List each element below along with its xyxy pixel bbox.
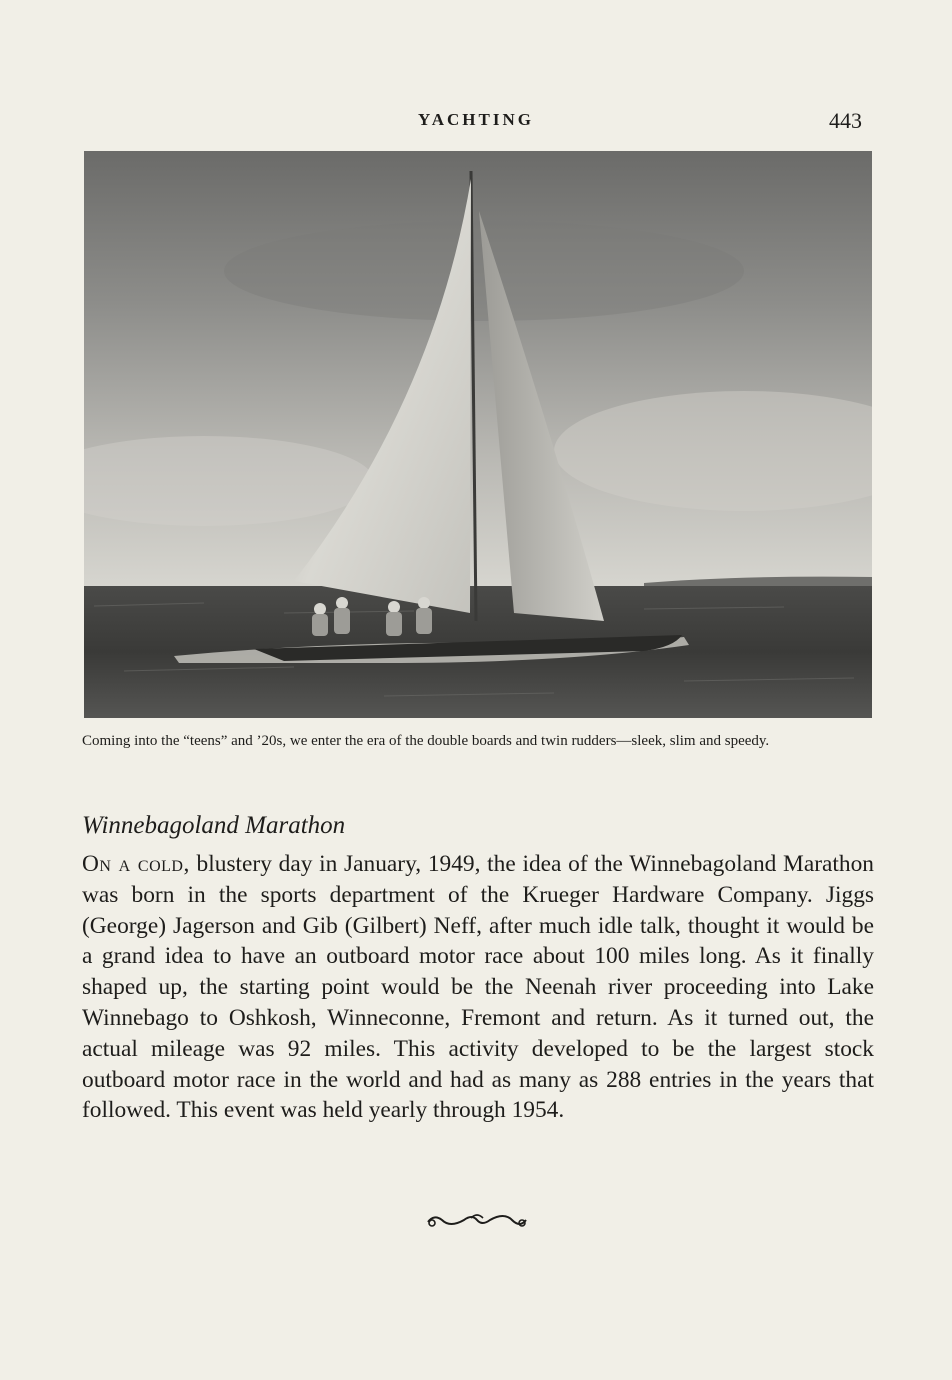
scroll-ornament-icon (424, 1208, 530, 1232)
section-title: Winnebagoland Marathon (82, 812, 346, 839)
article-body (82, 849, 874, 1126)
page-number: 443 (829, 108, 862, 133)
figure-caption: Coming into the “teens” and ’20s, we enter the era of the double boards and twin rudders—sleek, slim and speedy. (82, 733, 770, 749)
article-paragraph: blustery day in January, 1949, the idea of the Winnebagoland Marathon was born in the sports department of the Krueger Hardware Company. Jiggs (George) Jagerson and Gib (Gilbert) Neff, after much idle talk, thought it would be a grand idea to have an outboard motor race about 100 miles long. As it finally shaped up, the starting point would be the Neenah river proceeding into Lake Winnebago to Oshkosh, Winneconne, Fremont and return. As it turned out, the actual mileage was 92 miles. This activity developed to be the largest stock outboard motor race in the world and had as many as 288 entries in the years that followed. This event was held yearly through 1954. (82, 851, 874, 1124)
running-head: YACHTING (418, 110, 534, 129)
sailboat-photo (84, 151, 872, 718)
lead-in-smallcaps: On a cold, (82, 851, 190, 877)
